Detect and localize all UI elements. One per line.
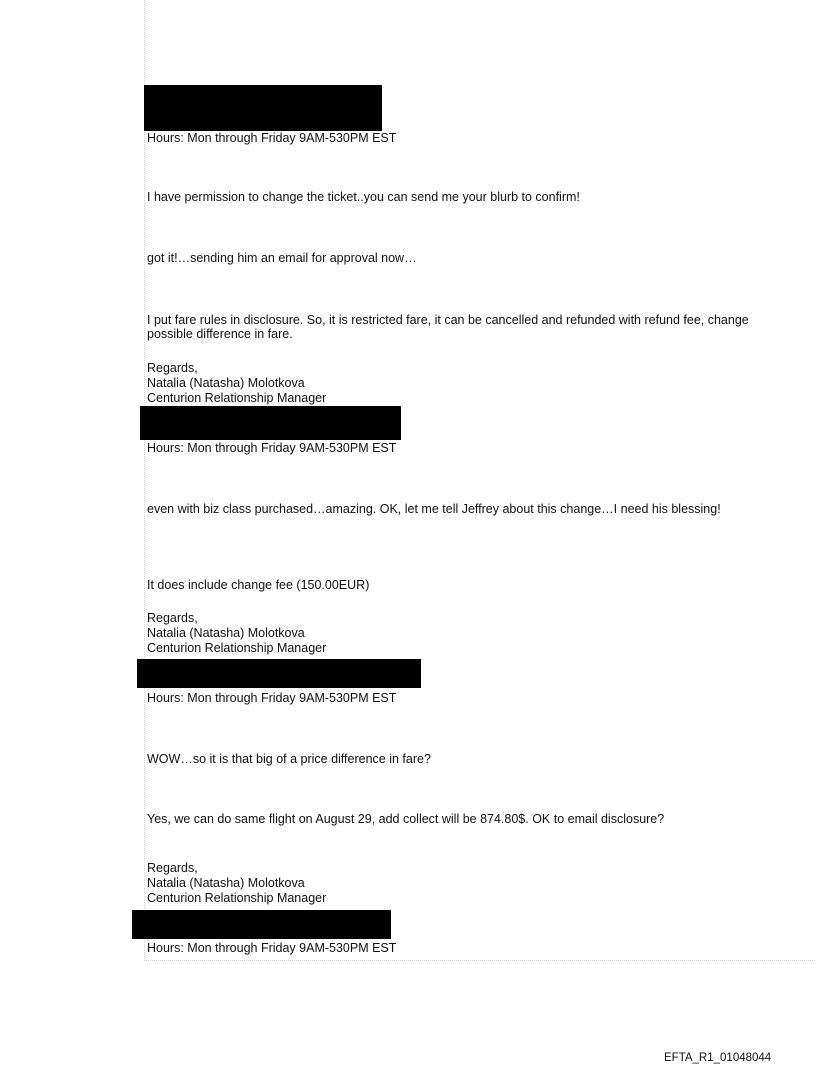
message-wow: WOW…so it is that big of a price difference in fare? <box>147 752 431 766</box>
signature-hours: Hours: Mon through Friday 9AM-530PM EST <box>147 941 397 955</box>
redaction-block <box>144 85 382 131</box>
redaction-block <box>132 910 391 939</box>
message-august: Yes, we can do same flight on August 29, add collect will be 874.80$. OK to email disclosure? <box>147 812 665 826</box>
message-biz-class: even with biz class purchased…amazing. OK, let me tell Jeffrey about this change…I need his blessing! <box>147 502 721 516</box>
signature-regards: Regards, <box>147 861 198 875</box>
signature-name: Natalia (Natasha) Molotkova <box>147 376 305 390</box>
message-fare-rules-cont: possible difference in fare. <box>147 327 293 341</box>
signature-hours: Hours: Mon through Friday 9AM-530PM EST <box>147 441 397 455</box>
signature-hours: Hours: Mon through Friday 9AM-530PM EST <box>147 691 397 705</box>
signature-title: Centurion Relationship Manager <box>147 891 327 905</box>
signature-title: Centurion Relationship Manager <box>147 641 327 655</box>
message-permission: I have permission to change the ticket..you can send me your blurb to confirm! <box>147 190 580 204</box>
hours-line: Hours: Mon through Friday 9AM-530PM EST <box>147 131 397 145</box>
signature-title: Centurion Relationship Manager <box>147 391 327 405</box>
redaction-block <box>140 406 401 440</box>
signature-name: Natalia (Natasha) Molotkova <box>147 876 305 890</box>
signature-regards: Regards, <box>147 611 198 625</box>
signature-name: Natalia (Natasha) Molotkova <box>147 626 305 640</box>
signature-regards: Regards, <box>147 361 198 375</box>
message-fare-rules: I put fare rules in disclosure. So, it is restricted fare, it can be cancelled and refunded with refund fee, change <box>147 313 749 327</box>
message-change-fee: It does include change fee (150.00EUR) <box>147 578 370 592</box>
message-got-it: got it!…sending him an email for approval now… <box>147 251 417 265</box>
document-id: EFTA_R1_01048044 <box>664 1052 772 1064</box>
redaction-block <box>137 659 421 688</box>
